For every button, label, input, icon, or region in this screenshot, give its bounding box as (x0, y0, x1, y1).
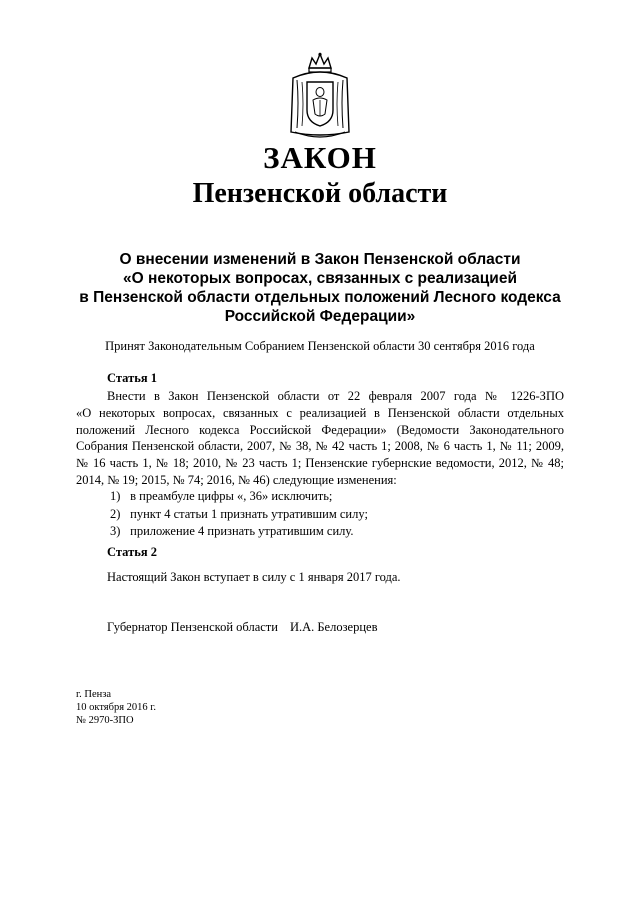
footer-date: 10 октября 2016 г. (76, 702, 157, 713)
heading-line: в Пензенской области отдельных положений Лесного кодекса (79, 289, 561, 306)
article-1-line: № 16 часть 1, № 18; 2010, № 23 часть 1; Пензенские губернские ведомости, 2012, № 48; (76, 456, 564, 471)
amendment-item (110, 523, 368, 541)
amendment-item (110, 488, 368, 506)
article-1-line: «О некоторых вопросах, связанных с реализацией в Пензенской области отдельных (76, 405, 564, 420)
document-footer (76, 688, 156, 727)
item-text: в преамбуле цифры «, 36» исключить; (130, 489, 333, 503)
region-title: Пензенской области (192, 178, 448, 209)
adoption-note: Принят Законодательным Собранием Пензенской области 30 сентября 2016 года (105, 339, 535, 353)
law-heading (40, 250, 600, 326)
footer-number: № 2970-ЗПО (76, 715, 134, 726)
article-1-line: 2014, № 19; 2015, № 74; 2016, № 46) следующие изменения: (76, 472, 397, 487)
article-2-text: Настоящий Закон вступает в силу с 1 января 2017 года. (107, 570, 401, 584)
article-1-line: положений Лесного кодекса Российской Федерации» (Ведомости Законодательного (76, 422, 564, 437)
signatory-position: Губернатор Пензенской области (107, 620, 278, 634)
item-text: пункт 4 статьи 1 признать утратившим силу; (130, 506, 368, 521)
item-number: 1) (110, 489, 121, 503)
heading-line: Российской Федерации» (224, 308, 416, 325)
amendment-list (110, 488, 368, 541)
article-1-text (76, 388, 564, 489)
signature-block (107, 620, 377, 635)
article-1-line: Внести в Закон Пензенской области от 22 февраля 2007 года № 1226-ЗПО (107, 389, 564, 403)
signatory-name: И.А. Белозерцев (289, 620, 378, 634)
article-1-line: Собрания Пензенской области, 2007, № 38, № 42 часть 1; 2008, № 6 часть 1, № 11; 2009, (76, 439, 564, 454)
article-1-title: Статья 1 (107, 371, 157, 385)
heading-line: «О некоторых вопросах, связанных с реализацией (123, 270, 517, 287)
heading-line: О внесении изменений в Закон Пензенской области (119, 251, 521, 268)
item-number: 3) (110, 524, 121, 538)
amendment-item (110, 506, 368, 524)
footer-city: г. Пенза (76, 689, 112, 700)
coat-of-arms-emblem (285, 52, 355, 140)
law-title: ЗАКОН (263, 140, 377, 175)
item-number: 2) (110, 506, 121, 521)
item-text: приложение 4 признать утратившим силу. (130, 524, 354, 538)
article-2-title: Статья 2 (107, 545, 157, 559)
